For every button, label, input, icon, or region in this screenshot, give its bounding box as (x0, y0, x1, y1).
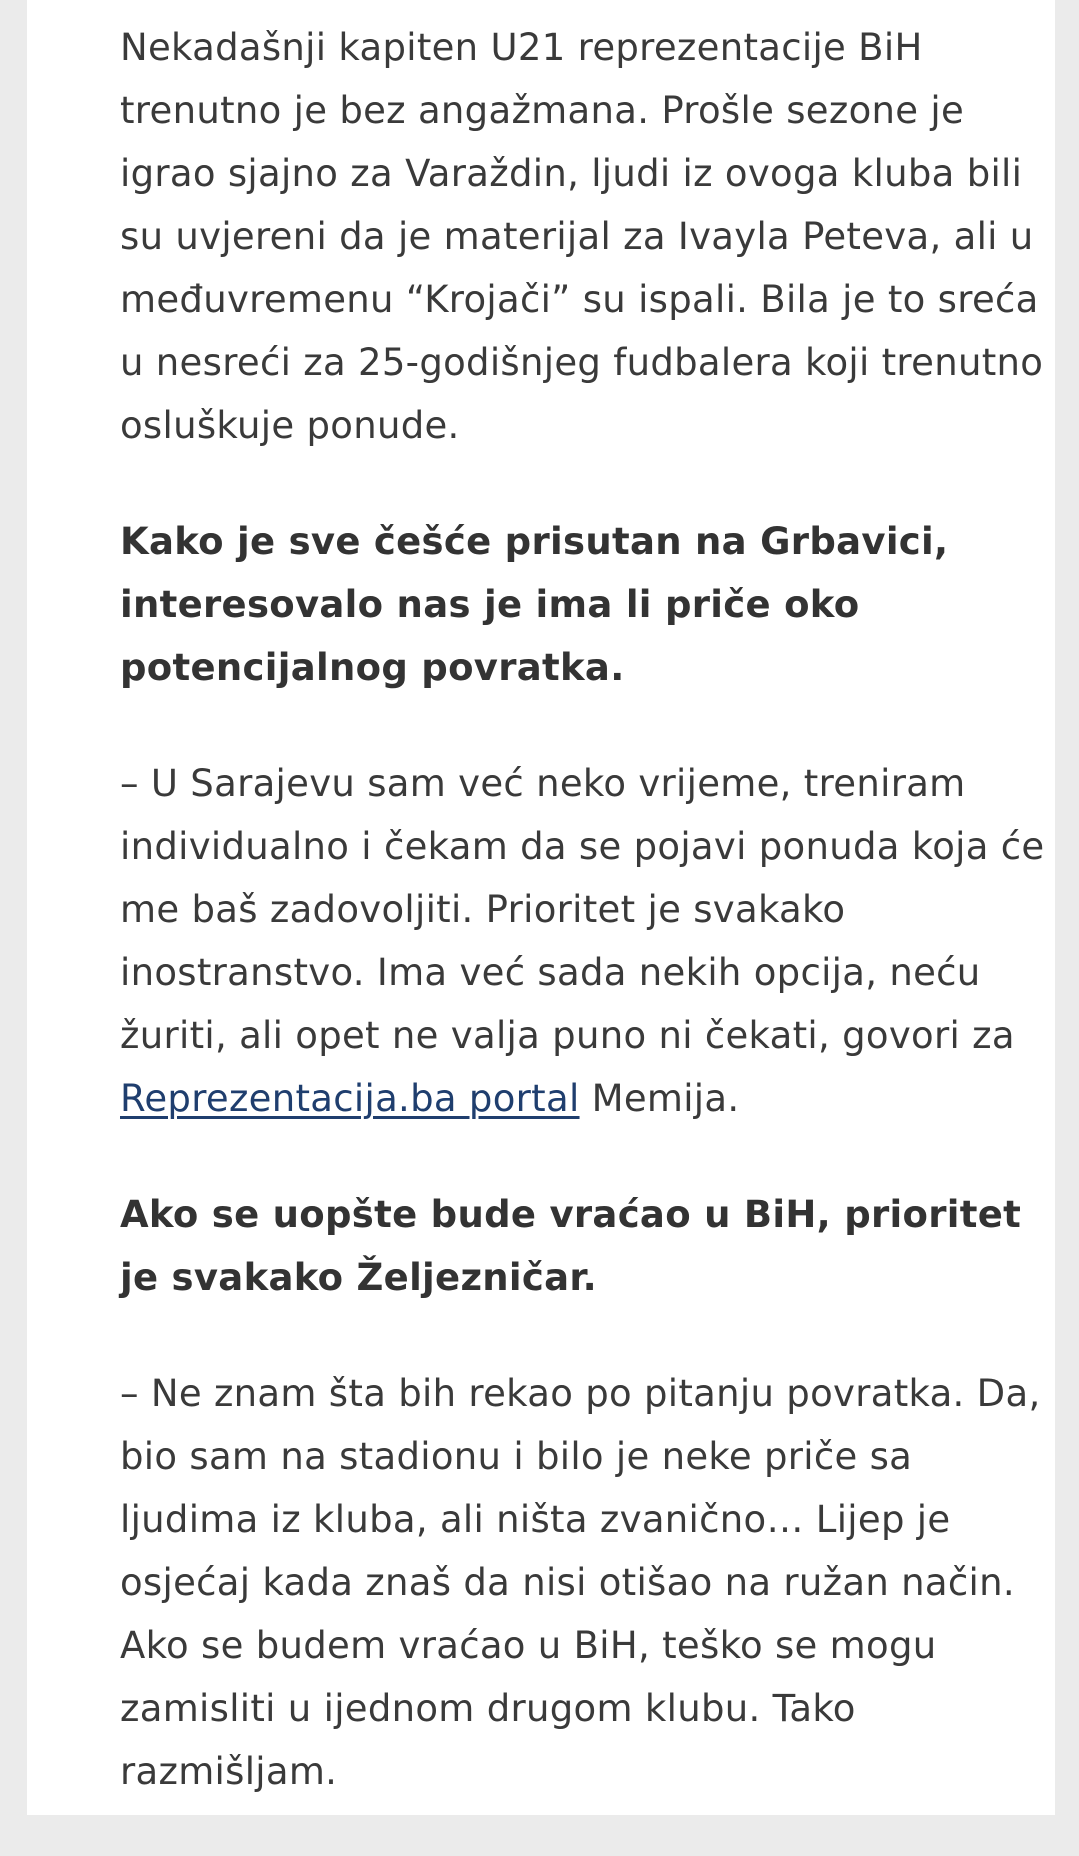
paragraph-text: Memija. (579, 1077, 740, 1120)
article-paragraph: Nekadašnji kapiten U21 reprezentacije BiH trenutno je bez angažmana. Prošle sezone je igrao sjajno za Varaždin, ljudi iz ovoga kluba bili su uvjereni da je materijal za Ivayla Peteva, ali u međuvremenu “Krojači” su ispali. Bila je to sreća u nesreći za 25-godišnjeg fudbalera koji trenutno osluškuje ponude. (120, 26, 1044, 447)
article-body (120, 16, 1050, 1856)
paragraph-text: – U Sarajevu sam već neko vrijeme, treniram individualno i čekam da se pojavi ponuda koja će me baš zadovoljiti. Prioritet je svakako inostranstvo. Ima već sada nekih opcija, neću žuriti, ali opet ne valja puno ni čekati, govori za (120, 762, 1045, 1057)
article-question: Ako se uopšte bude vraćao u BiH, prioritet je svakako Željezničar. (120, 1193, 1022, 1299)
article-paragraph: – Ne znam šta bih rekao po pitanju povratka. Da, bio sam na stadionu i bilo je neke priče sa ljudima iz kluba, ali ništa zvanično… Lijep je osjećaj kada znaš da nisi otišao na ružan način. Ako se budem vraćao u BiH, teško se mogu zamisliti u ijednom drugom klubu. Tako razmišljam. (120, 1372, 1041, 1793)
article-paragraph (120, 752, 1050, 1130)
reprezentacija-portal-link[interactable]: Reprezentacija.ba portal (120, 1077, 580, 1120)
article-card (27, 0, 1055, 1815)
article-question: Kako je sve češće prisutan na Grbavici, interesovalo nas je ima li priče oko potencijalnog povratka. (120, 520, 949, 689)
